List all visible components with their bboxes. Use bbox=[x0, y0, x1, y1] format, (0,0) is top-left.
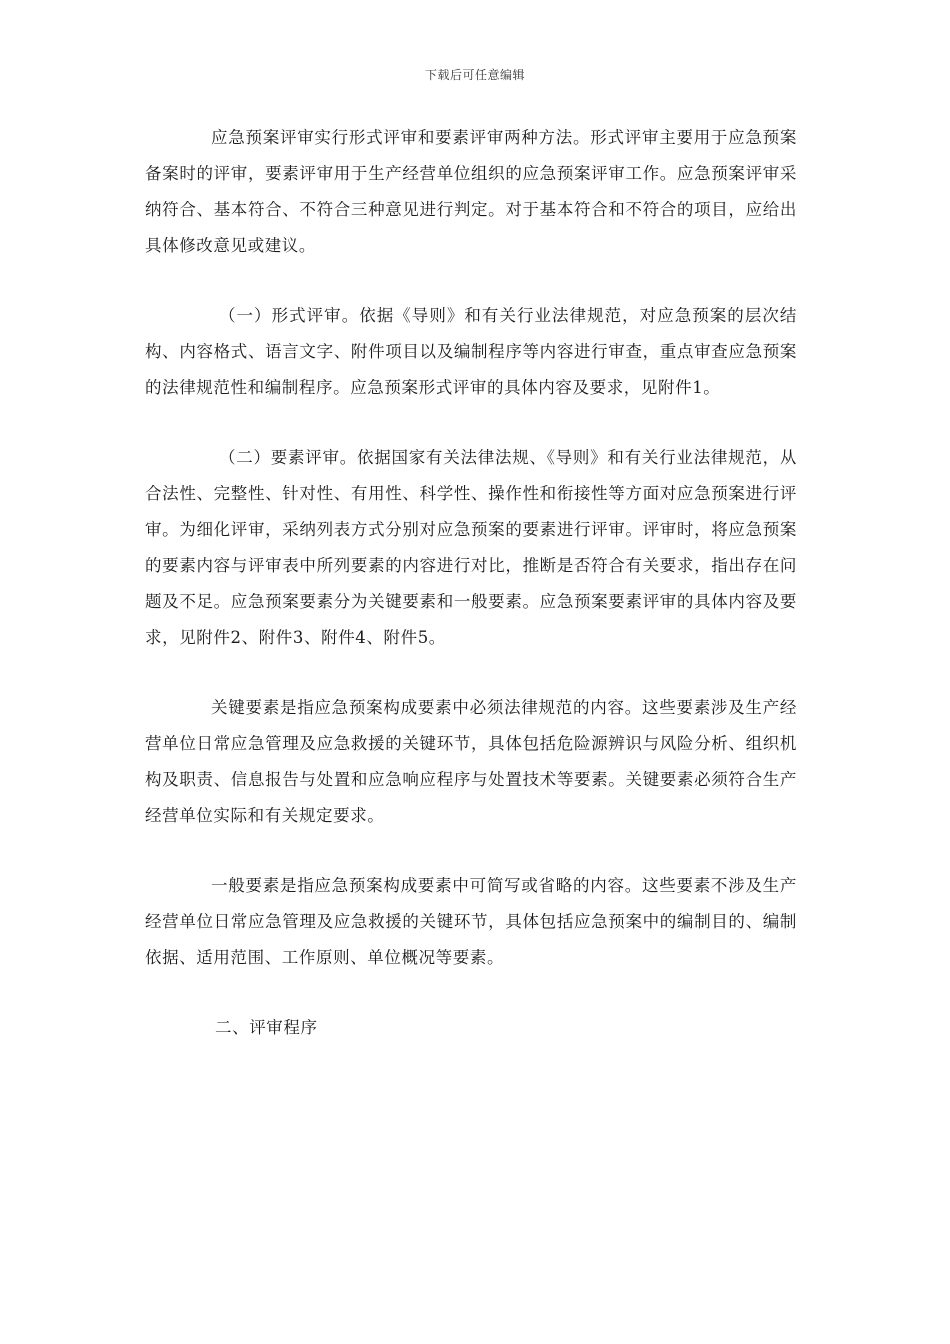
header-note: 下载后可任意编辑 bbox=[424, 68, 525, 82]
paragraph-general-elements: 一般要素是指应急预案构成要素中可简写或省略的内容。这些要素不涉及生产经营单位日常应急管理及应急救援的关键环节，具体包括应急预案中的编制目的、编制依据、适用范围、工作原则、单位概况等要素。 bbox=[145, 876, 797, 967]
paragraph-key-elements: 关键要素是指应急预案构成要素中必须法律规范的内容。这些要素涉及生产经营单位日常应急管理及应急救援的关键环节，具体包括危险源辨识与风险分析、组织机构及职责、信息报告与处置和应急响应程序与处置技术等要素。关键要素必须符合生产经营单位实际和有关规定要求。 bbox=[145, 698, 797, 825]
section-heading: 二、评审程序 bbox=[215, 1018, 318, 1037]
document-body bbox=[145, 120, 797, 1046]
paragraph-review-methods: 应急预案评审实行形式评审和要素评审两种方法。形式评审主要用于应急预案备案时的评审，要素评审用于生产经营单位组织的应急预案评审工作。应急预案评审采纳符合、基本符合、不符合三种意见进行判定。对于基本符合和不符合的项目，应给出具体修改意见或建议。 bbox=[145, 128, 797, 255]
paragraph-element-review: （二）要素评审。依据国家有关法律法规、《导则》和有关行业法律规范，从合法性、完整性、针对性、有用性、科学性、操作性和衔接性等方面对应急预案进行评审。为细化评审，采纳列表方式分别对应急预案的要素进行评审。评审时，将应急预案的要素内容与评审表中所列要素的内容进行对比，推断是否符合有关要求，指出存在问题及不足。应急预案要素分为关键要素和一般要素。应急预案要素评审的具体内容及要求，见附件2、附件3、附件4、附件5。 bbox=[145, 448, 797, 647]
paragraph-formal-review: （一）形式评审。依据《导则》和有关行业法律规范，对应急预案的层次结构、内容格式、语言文字、附件项目以及编制程序等内容进行审查，重点审查应急预案的法律规范性和编制程序。应急预案形式评审的具体内容及要求，见附件1。 bbox=[145, 306, 797, 397]
